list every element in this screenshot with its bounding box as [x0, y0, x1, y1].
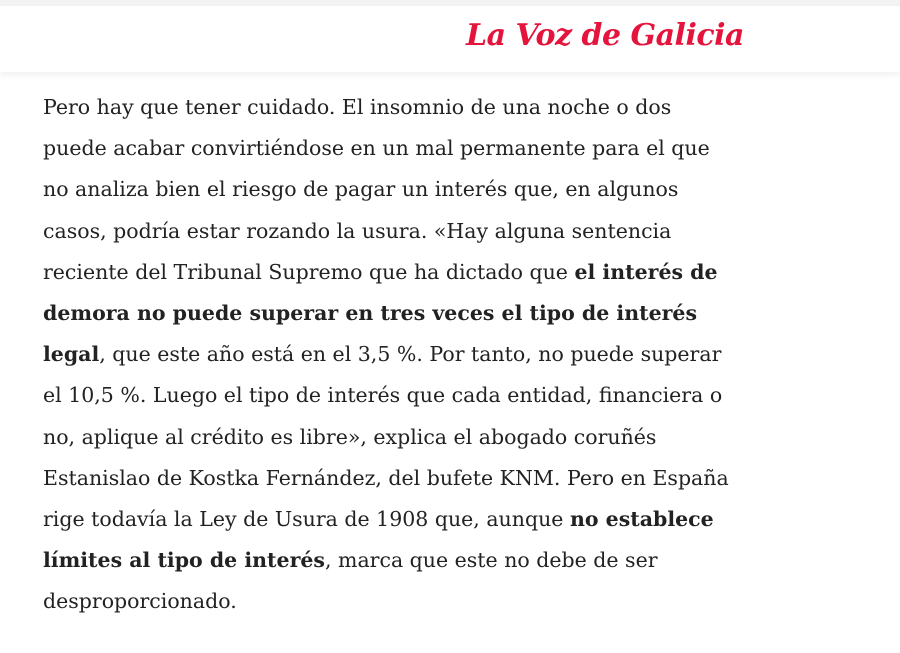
- text-segment: rige todavía la Ley de Usura de 1908 que, aunque: [43, 506, 570, 531]
- site-header: [0, 6, 900, 72]
- text-segment: puede acabar convirtiéndose en un mal permanente para el que: [43, 136, 710, 161]
- text-segment: Estanislao de Kostka Fernández, del bufete KNM. Pero en España: [43, 465, 729, 490]
- site-logo[interactable]: La Voz de Galicia: [466, 18, 744, 53]
- text-segment: Pero hay que tener cuidado. El insomnio de una noche o dos: [43, 95, 672, 119]
- text-segment: el 10,5 %. Luego el tipo de interés que cada entidad, financiera o: [43, 383, 723, 408]
- text-segment: , marca que este no debe de ser: [324, 548, 658, 573]
- paragraph-line: [43, 375, 833, 416]
- bold-text: no establece: [569, 506, 714, 531]
- paragraph-line: [43, 293, 833, 334]
- bold-text: el interés de: [574, 259, 718, 284]
- text-segment: casos, podría estar rozando la usura. «Hay alguna sentencia: [43, 218, 672, 243]
- text-segment: no analiza bien el riesgo de pagar un interés que, en algunos: [43, 177, 679, 202]
- paragraph-line: [43, 128, 833, 169]
- bold-text: demora no puede superar en tres veces el tipo de interés: [43, 300, 698, 325]
- bold-text: límites al tipo de interés: [43, 548, 325, 573]
- text-segment: , que este año está en el 3,5 %. Por tanto, no puede superar: [99, 342, 722, 367]
- paragraph-line: [43, 499, 833, 540]
- text-segment: no, aplique al crédito es libre», explica el abogado coruñés: [43, 424, 657, 449]
- paragraph-line: [43, 540, 833, 581]
- text-segment: desproporcionado.: [43, 589, 237, 614]
- paragraph-line: [43, 334, 833, 375]
- paragraph-line: [43, 581, 833, 622]
- paragraph-line: [43, 211, 833, 252]
- paragraph-line: [43, 169, 833, 210]
- text-segment: reciente del Tribunal Supremo que ha dictado que: [43, 259, 575, 284]
- article-body: [43, 87, 833, 622]
- paragraph-line: [43, 417, 833, 458]
- paragraph-line: [43, 87, 833, 128]
- paragraph-line: [43, 458, 833, 499]
- paragraph-line: [43, 252, 833, 293]
- bold-text: legal: [43, 342, 100, 367]
